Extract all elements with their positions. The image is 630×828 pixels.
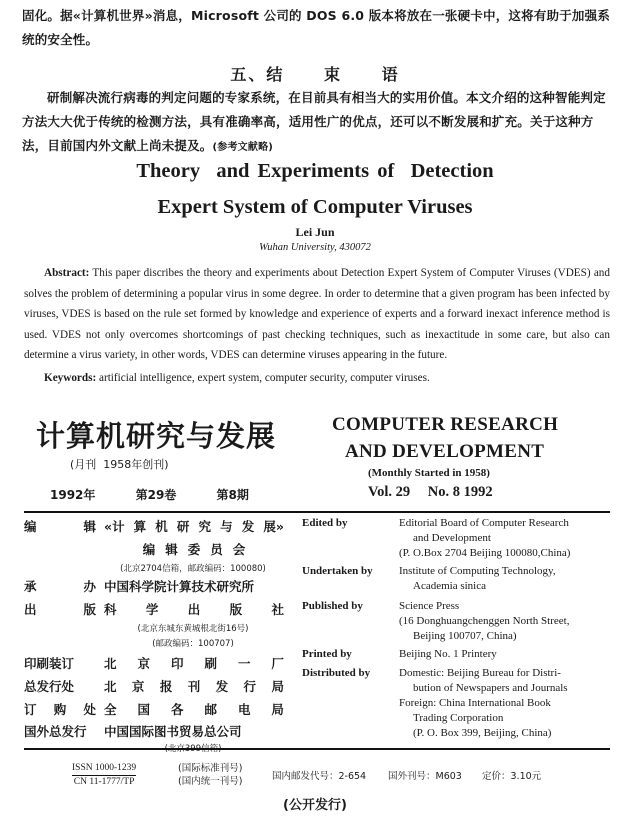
colophon-cn-value-char: 会 bbox=[232, 542, 246, 557]
colophon-published-by bbox=[302, 599, 622, 644]
colophon-cn-value-char: 算 bbox=[133, 519, 147, 534]
colophon-cn-value-char: 各 bbox=[170, 702, 184, 717]
colophon-cn-key bbox=[24, 540, 104, 558]
section-heading-part-1: 五、结 bbox=[230, 65, 285, 84]
conclusion-paragraph bbox=[22, 86, 612, 160]
continued-paragraph: 固化。据«计算机世界»消息，Microsoft 公司的 DOS 6.0 版本将放在一张硬卡中，这将有助于加强系统的安全性。 bbox=[22, 8, 611, 47]
en-issue-number: No. 8 1992 bbox=[427, 484, 493, 500]
undertaken-by-line-1: Institute of Computing Technology, bbox=[399, 565, 556, 577]
issn-block bbox=[72, 762, 136, 789]
published-by-line-1: Science Press bbox=[399, 600, 460, 612]
section-heading-part-3: 语 bbox=[381, 65, 400, 84]
foreign-code: 国外刊号：M603 bbox=[388, 771, 462, 782]
colophon-cn-value-char: 辑 bbox=[165, 542, 178, 557]
colophon-cn-key bbox=[24, 517, 104, 535]
colophon-cn-value-char: «计 bbox=[104, 519, 125, 534]
edited-by-label: Edited by bbox=[302, 517, 348, 529]
colophon-cn-row bbox=[24, 722, 284, 740]
colophon-cn-value-char: 中国科学院计算技术研究所 bbox=[104, 579, 255, 594]
colophon-cn-value-char: 邮 bbox=[204, 702, 217, 717]
colophon-cn-value-char: 中国国际图书贸易总公司 bbox=[104, 724, 242, 739]
en-volume: Vol. 29 bbox=[368, 484, 411, 500]
colophon-cn-value-char: 委 bbox=[187, 542, 201, 557]
colophon-cn-key bbox=[24, 654, 104, 672]
published-by-label: Published by bbox=[302, 600, 363, 612]
colophon-cn-value bbox=[104, 722, 284, 740]
colophon-cn-value bbox=[104, 540, 284, 558]
distributed-by-label: Distributed by bbox=[302, 667, 371, 679]
colophon-cn-value-char: 机 bbox=[155, 519, 168, 534]
keywords-label: Keywords: bbox=[44, 372, 97, 384]
colophon-cn-row bbox=[24, 700, 284, 718]
colophon-cn-row bbox=[24, 517, 284, 535]
colophon-cn-value-char: 刷 bbox=[204, 656, 217, 671]
colophon-cn-key-char: 处 bbox=[83, 702, 96, 717]
public-release-note: (公开发行) bbox=[283, 798, 347, 813]
colophon-cn-value-char: 刊 bbox=[187, 679, 201, 694]
english-issue-info bbox=[368, 484, 507, 501]
issn-number: ISSN 1000-1239 bbox=[72, 762, 136, 776]
colophon-cn-key-char: 办 bbox=[83, 579, 96, 594]
colophon-cn-key-char: 出 bbox=[24, 602, 37, 617]
colophon-cn-key-char: 国外总发行 bbox=[24, 724, 87, 739]
domestic-postal-code: 国内邮发代号：2-654 bbox=[272, 771, 367, 782]
colophon-cn-key-char: 承 bbox=[24, 579, 37, 594]
colophon-cn-value-char: 编 bbox=[142, 542, 156, 557]
colophon-cn-key-char: 编 bbox=[24, 519, 37, 534]
colophon-cn-row bbox=[24, 577, 284, 595]
abstract bbox=[24, 263, 610, 366]
colophon-cn-value-char: 京 bbox=[137, 656, 150, 671]
reference-note: (参考文献略) bbox=[212, 142, 274, 153]
colophon-cn-value-char: 版 bbox=[229, 602, 243, 617]
colophon-cn-subnote: (北京2704信箱，邮政编码：100080) bbox=[120, 564, 266, 574]
colophon-cn-row bbox=[24, 654, 284, 672]
edited-by-line-3: (P. O.Box 2704 Beijing 100080,China) bbox=[399, 547, 571, 559]
undertaken-by-line-2: Academia sinica bbox=[413, 580, 486, 592]
distributed-by-line-3: Foreign: China International Book bbox=[399, 697, 551, 709]
chinese-journal-title: 计算机研究与发展 bbox=[36, 419, 277, 453]
printed-by-label: Printed by bbox=[302, 648, 352, 660]
colophon-cn-value-char: 展» bbox=[263, 519, 284, 534]
abstract-label: Abstract: bbox=[44, 267, 90, 279]
keywords bbox=[24, 372, 610, 384]
english-title-line-2: Expert System of Computer Viruses bbox=[157, 196, 473, 218]
published-by-line-2: (16 Donghuangchenggen North Street, bbox=[399, 615, 570, 627]
colophon-cn-value-char: 印 bbox=[170, 656, 184, 671]
distributed-by-line-1: Domestic: Beijing Bureau for Distri- bbox=[399, 667, 561, 679]
colophon-cn-subnote: (邮政编码：100707) bbox=[152, 639, 234, 649]
colophon-cn-value-char: 电 bbox=[237, 702, 251, 717]
price: 定价：3.10元 bbox=[482, 771, 542, 782]
colophon-cn-key bbox=[24, 700, 104, 718]
colophon-edited-by bbox=[302, 516, 622, 561]
edited-by-line-1: Editorial Board of Computer Research bbox=[399, 517, 569, 529]
colophon-cn-key bbox=[24, 677, 104, 695]
cn-volume: 第29卷 bbox=[135, 488, 177, 502]
colophon-cn-row bbox=[24, 600, 284, 618]
keywords-text: artificial intelligence, expert system, computer security, computer viruses. bbox=[99, 372, 430, 384]
colophon-cn-value-char: 出 bbox=[187, 602, 201, 617]
author-name: Lei Jun bbox=[295, 225, 335, 239]
distributed-by-line-2: bution of Newspapers and Journals bbox=[413, 682, 568, 694]
colophon-cn-value-char: 报 bbox=[159, 679, 173, 694]
printed-by-line-1: Beijing No. 1 Printery bbox=[399, 648, 497, 660]
chinese-issue-info bbox=[50, 486, 285, 503]
colophon-cn-value-char: 局 bbox=[271, 702, 284, 717]
colophon-cn-value-char: 局 bbox=[271, 679, 284, 694]
english-title-line-1: Theory and Experiments of Detection bbox=[136, 160, 494, 182]
colophon-cn-value bbox=[104, 517, 284, 535]
colophon-cn-value-char: 全 bbox=[104, 702, 117, 717]
colophon-cn-value-char: 行 bbox=[243, 679, 257, 694]
colophon-distributed-by bbox=[302, 666, 622, 741]
colophon-cn-row bbox=[24, 677, 284, 695]
colophon-cn-value-char: 发 bbox=[215, 679, 229, 694]
colophon-cn-key-char: 辑 bbox=[83, 519, 96, 534]
colophon-cn-value-char: 学 bbox=[145, 602, 159, 617]
colophon-cn-value-char: 一 bbox=[237, 656, 251, 671]
english-journal-title-line-1: COMPUTER RESEARCH bbox=[332, 414, 559, 435]
colophon-cn-key bbox=[24, 722, 104, 740]
colophon-cn-value bbox=[104, 654, 284, 672]
colophon-cn-value bbox=[104, 577, 284, 595]
colophon-divider bbox=[24, 748, 610, 750]
issn-description bbox=[178, 762, 242, 788]
colophon-cn-key-char: 印刷装订 bbox=[24, 656, 75, 671]
colophon-printed-by bbox=[302, 647, 622, 662]
colophon-cn-value-char: 研 bbox=[176, 519, 190, 534]
chinese-monthly-note: (月刊 1958年创刊) bbox=[70, 458, 169, 471]
colophon-cn-value-char: 科 bbox=[104, 602, 117, 617]
colophon-cn-value-char: 与 bbox=[220, 519, 233, 534]
conclusion-text: 研制解决流行病毒的判定问题的专家系统，在目前具有相当大的实用价值。本文介绍的这种智能判定方法大大优于传统的检测方法，具有准确率高，适用性广的优点，还可以不断发展和扩充。关于这种方法，目前国内外文献上尚未提及。 bbox=[22, 90, 606, 153]
colophon-cn-value-char: 究 bbox=[198, 519, 212, 534]
cn-desc-label: (国内统一刊号) bbox=[178, 776, 243, 787]
author-affiliation: Wuhan University, 430072 bbox=[259, 242, 371, 253]
section-heading-part-2: 束 bbox=[323, 65, 342, 84]
colophon-undertaken-by bbox=[302, 564, 622, 594]
issn-desc-label: (国际标准刊号) bbox=[178, 763, 243, 774]
colophon-cn-value-char: 社 bbox=[271, 602, 284, 617]
undertaken-by-label: Undertaken by bbox=[302, 565, 373, 577]
colophon-cn-value-char: 北 bbox=[104, 656, 117, 671]
masthead-divider bbox=[24, 511, 610, 513]
colophon-cn-value-char: 员 bbox=[210, 542, 223, 557]
colophon-cn-value-char: 发 bbox=[241, 519, 255, 534]
colophon-cn-row bbox=[24, 540, 284, 558]
edited-by-line-2: and Development bbox=[413, 532, 491, 544]
colophon-cn-value bbox=[104, 600, 284, 618]
abstract-text: This paper discribes the theory and experiments about Detection Expert System of Computer Viruses (VDES) and solves the problem of determining a popular virus in some degree. In order to determine that a given program has been infected by viruses, VDES is based on the rule set formed by knowledge and experience of experts and a forward inexact inference method is used. VDES not only overcomes shortcomings of past checking techniques, such as inexactitude in some care, but also can determine a virus variety, in other words, VDES can determine viruses appearing in the future. bbox=[24, 267, 610, 361]
distributed-by-line-4: Trading Corporation bbox=[413, 712, 504, 724]
distributed-by-line-5: (P. O. Box 399, Beijing, China) bbox=[413, 727, 552, 739]
colophon-cn-key bbox=[24, 600, 104, 618]
colophon-cn-value-char: 国 bbox=[137, 702, 150, 717]
colophon-cn-value-char: 北 bbox=[104, 679, 117, 694]
section-heading bbox=[0, 62, 630, 85]
published-by-line-3: Beijing 100707, China) bbox=[413, 630, 517, 642]
colophon-cn-key-char: 订 bbox=[24, 702, 37, 717]
cn-number: CN 11-1777/TP bbox=[73, 777, 135, 787]
colophon-cn-value bbox=[104, 677, 284, 695]
colophon-cn-subnote: (北京东城东黄城根北街16号) bbox=[137, 624, 249, 634]
colophon-cn-key bbox=[24, 577, 104, 595]
colophon-cn-value-char: 厂 bbox=[271, 656, 284, 671]
colophon-cn-value bbox=[104, 700, 284, 718]
colophon-cn-key-char: 购 bbox=[53, 702, 67, 717]
colophon-cn-value-char: 京 bbox=[131, 679, 145, 694]
colophon-cn-key-char: 总发行处 bbox=[24, 679, 75, 694]
english-journal-title-line-2: AND DEVELOPMENT bbox=[345, 441, 545, 462]
colophon-cn-key-char: 版 bbox=[83, 602, 96, 617]
english-monthly-note: (Monthly Started in 1958) bbox=[368, 467, 490, 479]
cn-issue-number: 第8期 bbox=[216, 488, 249, 502]
cn-year: 1992年 bbox=[50, 488, 96, 502]
